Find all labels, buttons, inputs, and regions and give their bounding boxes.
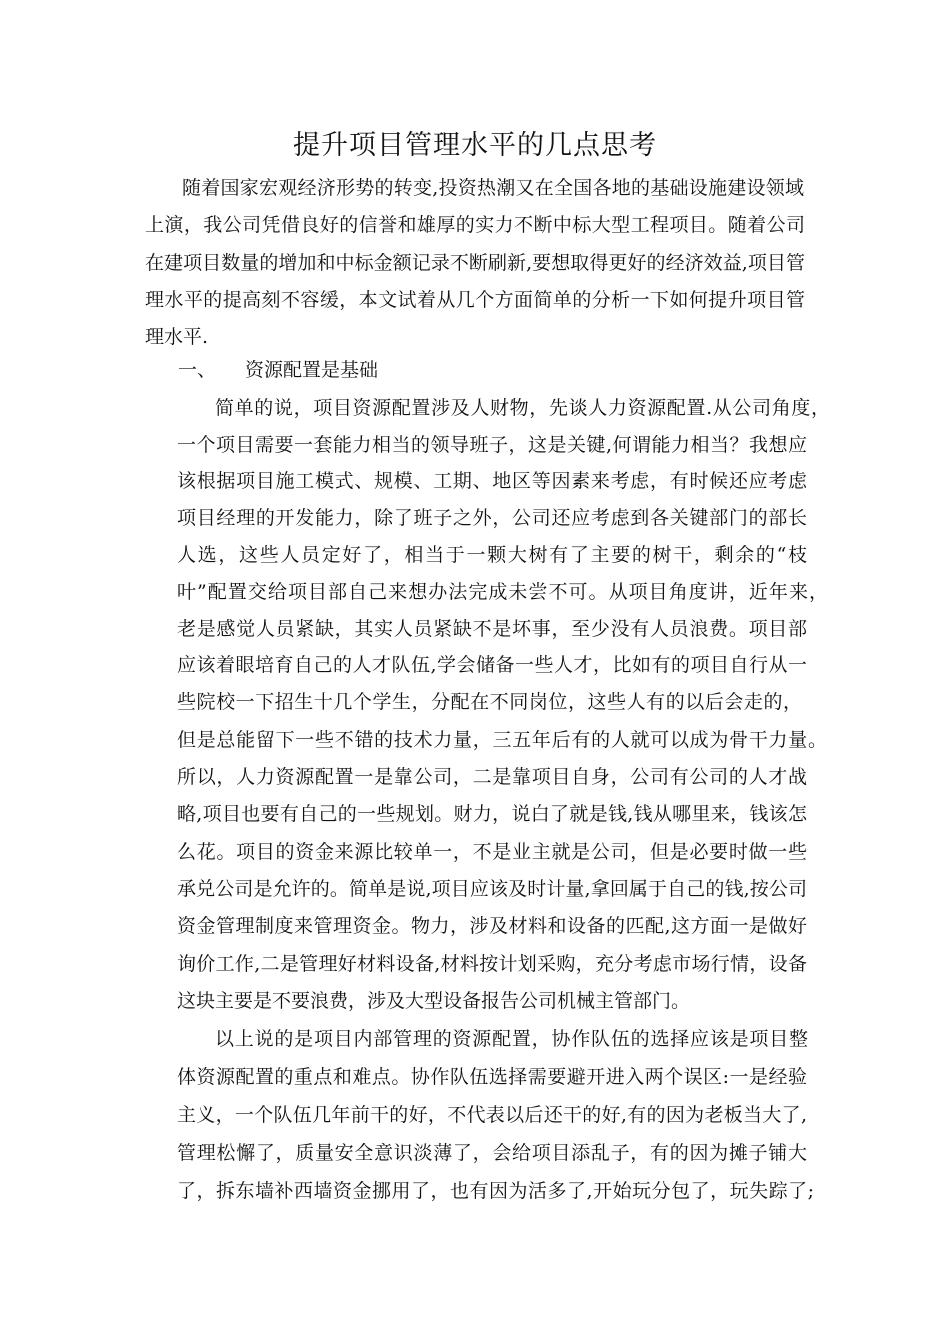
intro-line-4: 理水平的提高刻不容缓，本文试着从几个方面简单的分析一下如何提升项目管 [145,289,805,311]
para1-line-5: 人选，这些人员定好了，相当于一颗大树有了主要的树干，剩余的“枝 [177,544,807,566]
para1-line-6: 叶”配置交给项目部自己来想办法完成未尝不可。从项目角度讲，近年来， [177,581,828,603]
section-number: 一、 [178,359,217,381]
para1-line-11: 所以，人力资源配置一是靠公司，二是靠项目自身，公司有公司的人才战 [177,766,807,788]
para1-line-1: 简单的说，项目资源配置涉及人财物，先谈人力资源配置.从公司角度， [215,397,830,419]
para1-line-14: 承兑公司是允许的。简单是说,项目应该及时计量,拿回属于自己的钱,按公司 [177,878,807,900]
para1-line-9: 些院校一下招生十几个学生，分配在不同岗位，这些人有的以后会走的， [177,691,802,713]
intro-line-2: 上演，我公司凭借良好的信誉和雄厚的实力不断中标大型工程项目。随着公司 [145,214,805,236]
para2-line-1: 以上说的是项目内部管理的资源配置，协作队伍的选择应该是项目整 [215,1028,808,1050]
para2-line-2: 体资源配置的重点和难点。协作队伍选择需要避开进入两个误区:一是经验 [177,1066,807,1088]
para1-line-16: 询价工作,二是管理好材料设备,材料按计划采购，充分考虑市场行情，设备 [177,953,807,975]
para1-line-15: 资金管理制度来管理资金。物力，涉及材料和设备的匹配,这方面一是做好 [177,915,807,937]
para1-line-8: 应该着眼培育自己的人才队伍,学会储备一些人才，比如有的项目自行从一 [177,654,807,676]
para1-line-3: 该根据项目施工模式、规模、工期、地区等因素来考虑，有时候还应考虑 [177,470,807,492]
para1-line-4: 项目经理的开发能力，除了班子之外，公司还应考虑到各关键部门的部长 [177,507,807,529]
section-heading [178,356,378,384]
intro-line-1: 随着国家宏观经济形势的转变,投资热潮又在全国各地的基础设施建设领域 [182,177,804,199]
para1-line-10: 但是总能留下一些不错的技术力量，三五年后有的人就可以成为骨干力量。 [177,729,827,751]
para1-line-13: 么花。项目的资金来源比较单一，不是业主就是公司，但是必要时做一些 [177,841,807,863]
document-title: 提升项目管理水平的几点思考 [293,130,657,161]
intro-line-5: 理水平. [145,326,209,348]
intro-line-3: 在建项目数量的增加和中标金额记录不断刷新,要想取得更好的经济效益,项目管 [145,252,805,274]
para2-line-3: 主义，一个队伍几年前干的好，不代表以后还干的好,有的因为老板当大了, [177,1104,807,1126]
para1-line-17: 这块主要是不要浪费，涉及大型设备报告公司机械主管部门。 [177,990,691,1012]
para1-line-2: 一个项目需要一套能力相当的领导班子，这是关键,何谓能力相当？我想应 [177,434,807,456]
para2-line-5: 了，拆东墙补西墙资金挪用了，也有因为活多了,开始玩分包了，玩失踪了; [177,1180,814,1202]
para2-line-4: 管理松懈了，质量安全意识淡薄了，会给项目添乱子，有的因为摊子铺大 [177,1142,807,1164]
para1-line-7: 老是感觉人员紧缺，其实人员紧缺不是坏事，至少没有人员浪费。项目部 [177,618,807,640]
para1-line-12: 略,项目也要有自己的一些规划。财力，说白了就是钱,钱从哪里来，钱该怎 [177,803,807,825]
section-heading-text: 资源配置是基础 [245,359,379,381]
